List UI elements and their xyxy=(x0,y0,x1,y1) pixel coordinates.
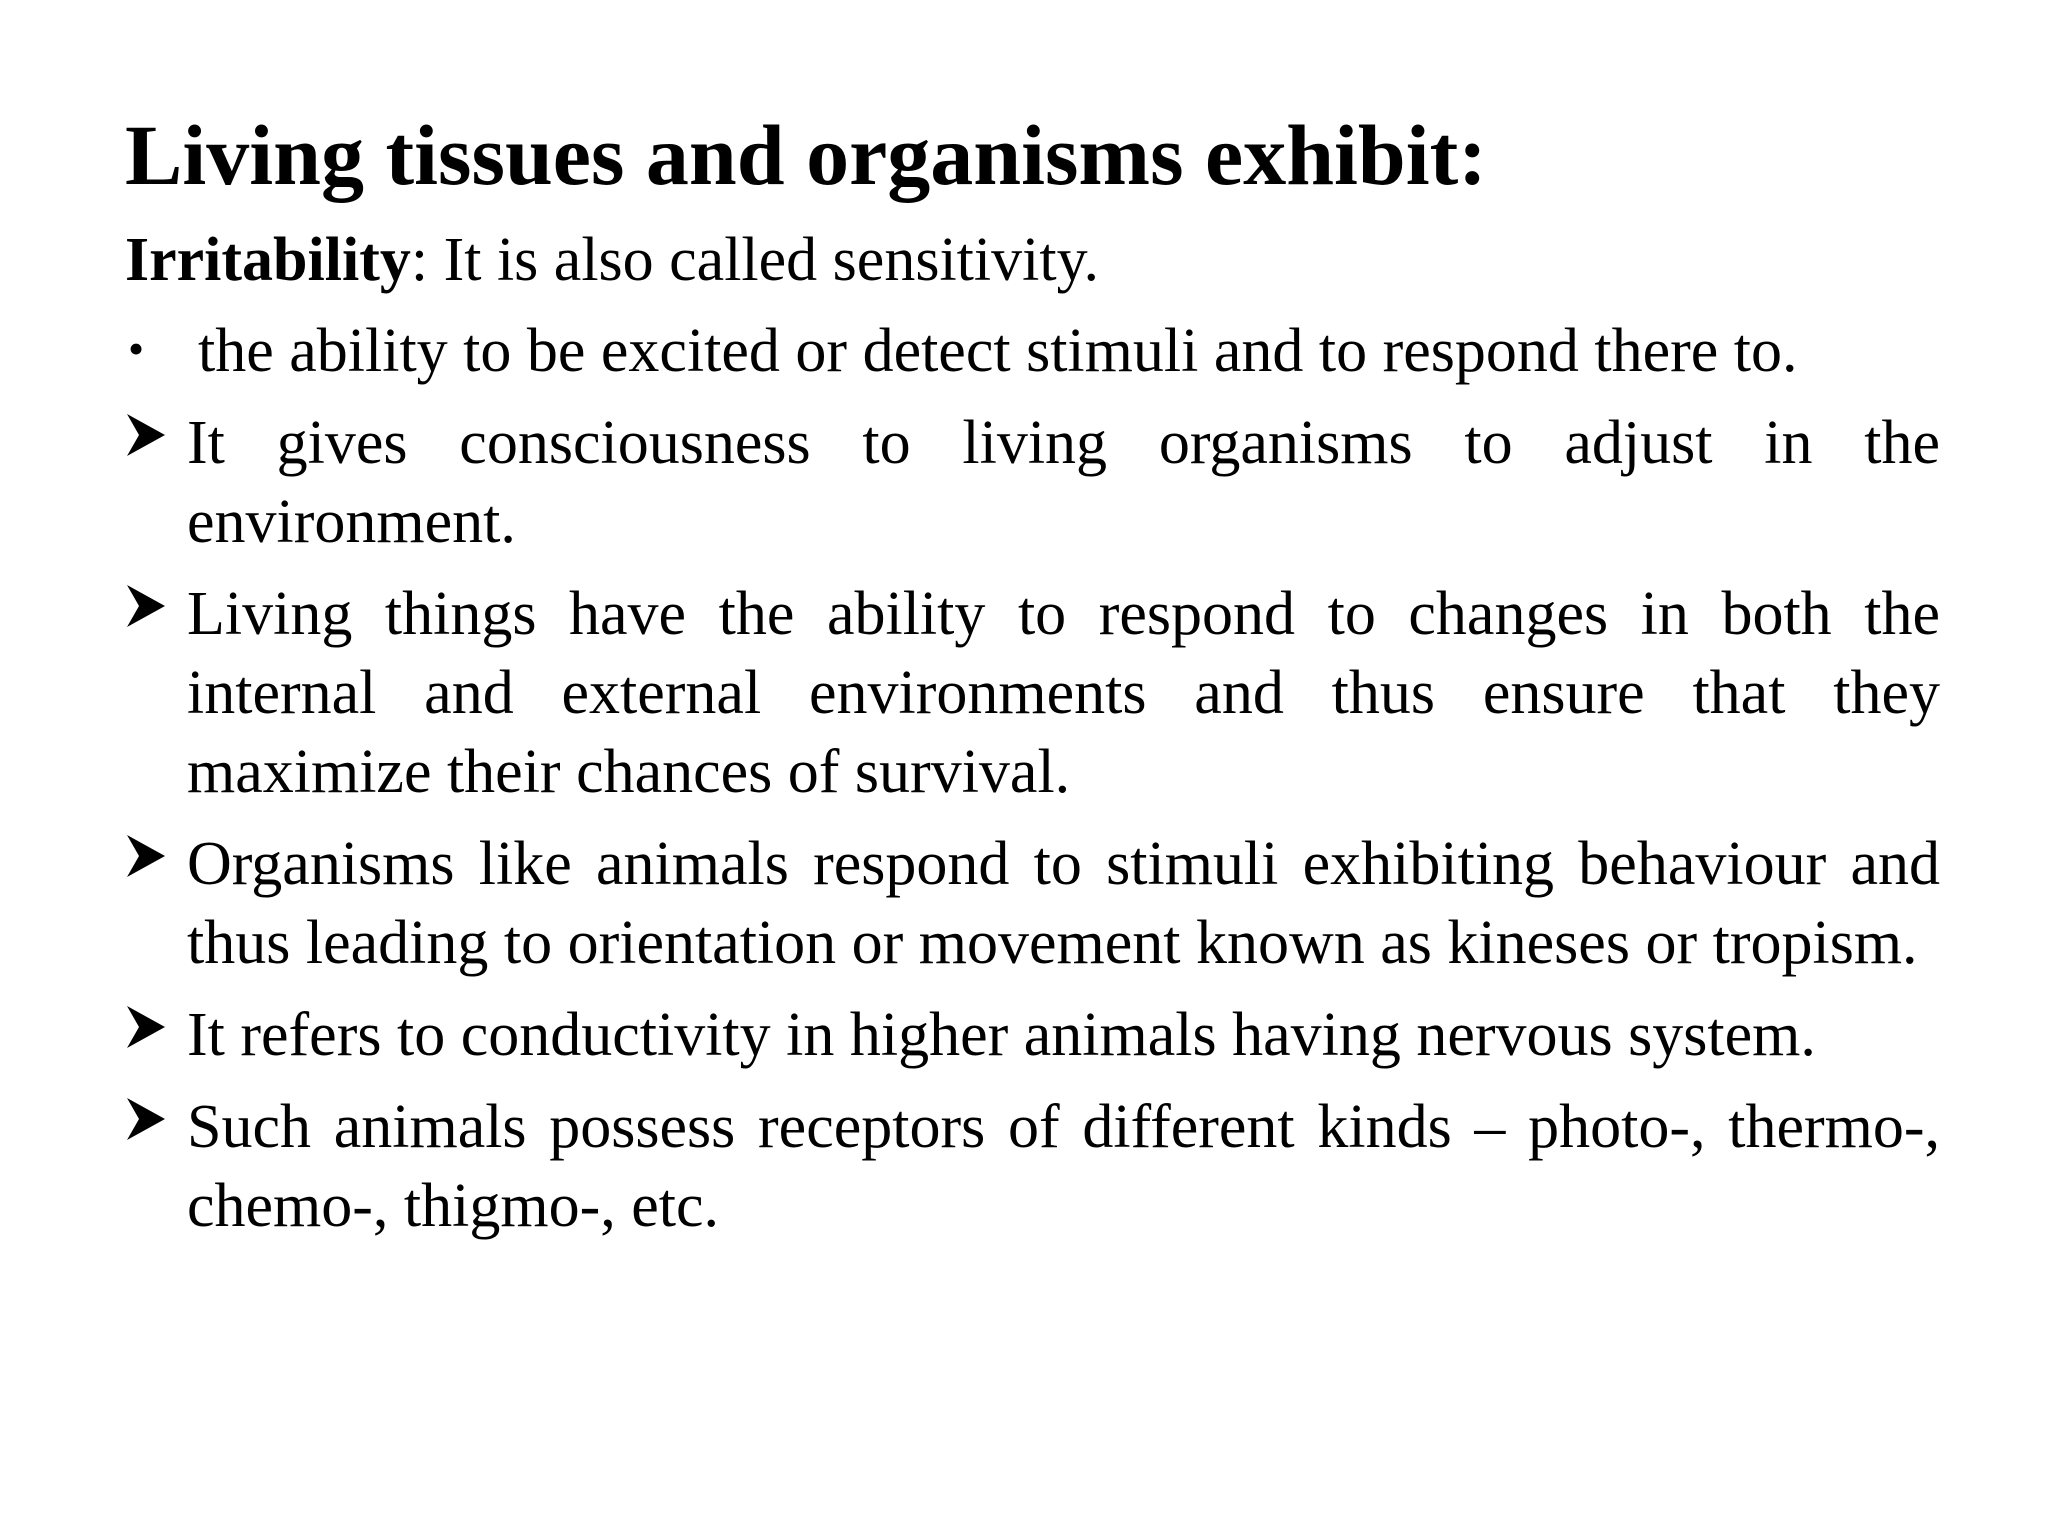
slide-title: Living tissues and organisms exhibit: xyxy=(125,107,1487,203)
intro-line xyxy=(125,223,1099,297)
arrowhead-bullet-icon xyxy=(125,575,167,629)
list-item-text: the ability to be excited or detect stimuli and to respond there to. xyxy=(198,317,1798,385)
list-item-text: Such animals possess receptors of different kinds – photo-, thermo-, chemo-, thigmo-, etc. xyxy=(187,1093,1940,1240)
arrowhead-bullet-icon xyxy=(125,825,167,879)
list-item xyxy=(125,825,1940,983)
list-item xyxy=(125,404,1940,562)
intro-text: : It is also called sensitivity. xyxy=(410,226,1100,294)
list-item xyxy=(125,996,1940,1075)
list-item xyxy=(125,312,1940,391)
list-item-text: Organisms like animals respond to stimuli exhibiting behaviour and thus leading to orientation or movement known as kineses or tropism. xyxy=(187,830,1940,977)
list-item-text: It refers to conductivity in higher animals having nervous system. xyxy=(187,1001,1816,1069)
bullet-list xyxy=(125,312,1940,1259)
list-item xyxy=(125,1088,1940,1246)
list-item-text: It gives consciousness to living organisms to adjust in the environment. xyxy=(187,409,1940,556)
arrowhead-bullet-icon xyxy=(125,1088,167,1142)
list-item xyxy=(125,575,1940,812)
list-item-text: Living things have the ability to respond to changes in both the internal and external environments and thus ensure that they maximize their chances of survival. xyxy=(187,580,1940,806)
intro-term: Irritability xyxy=(125,226,411,294)
bullet-dot-icon: • xyxy=(128,323,145,374)
arrowhead-bullet-icon xyxy=(125,996,167,1050)
arrowhead-bullet-icon xyxy=(125,404,167,458)
